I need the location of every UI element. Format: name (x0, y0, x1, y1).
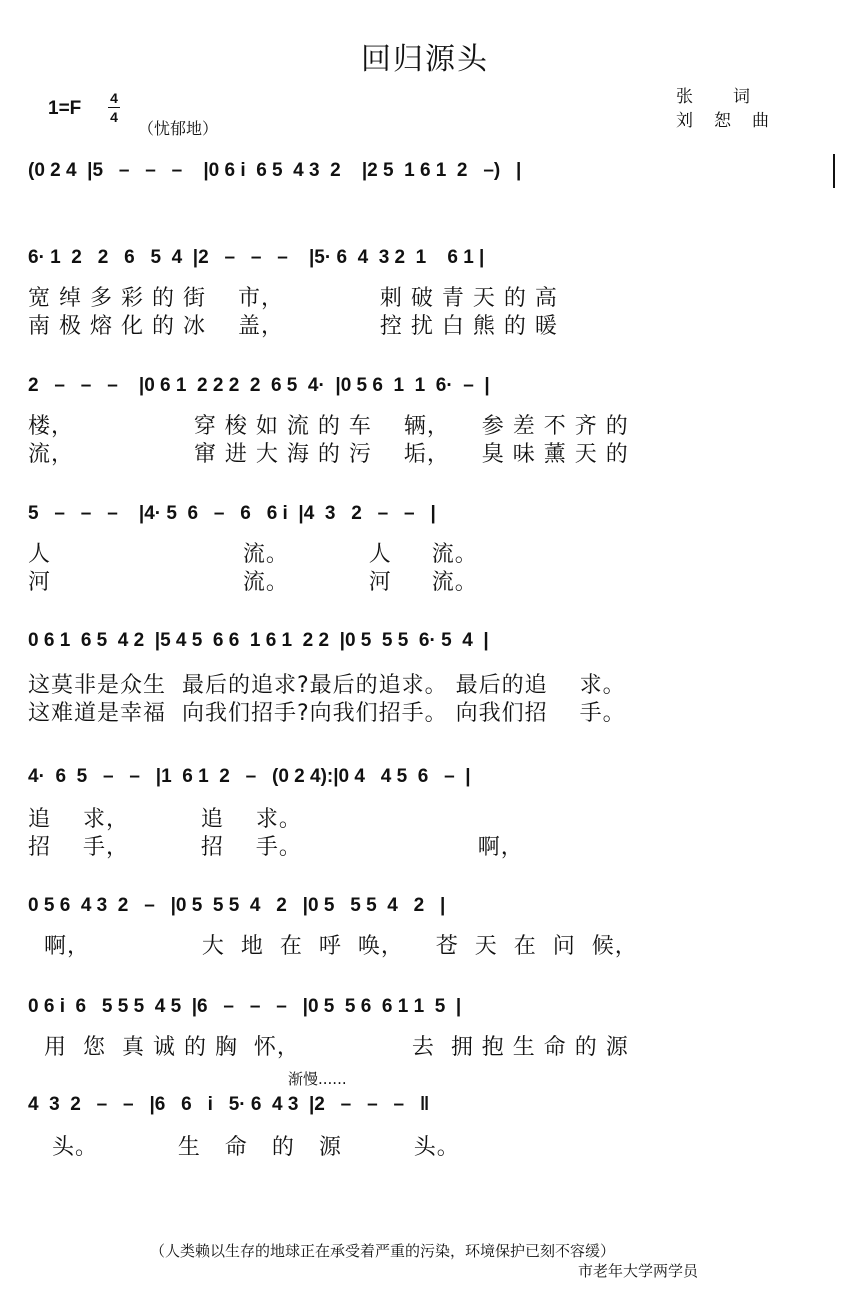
lyric-verse-1: 用 您 真 诚 的 胸 怀， 去 拥 抱 生 命 的 源 (28, 1035, 629, 1060)
notes-line: 5 – – – |4· 5 6 – 6 6 i |4 3 2 – – | (28, 503, 436, 524)
lyric-verse-1: 头。 生 命 的 源 头。 (28, 1135, 460, 1160)
notes-line: (0 2 4 |5 – – – |0 6 i 6 5 4 3 2 |2 5 1 6 1 2 –) | (28, 160, 522, 181)
time-top: 4 (110, 90, 118, 106)
footer-author: 市老年大学两学员 (578, 1262, 699, 1280)
lyric-verse-2: 流， 窜 进 大 海 的 污 垢， 臭 味 薰 天 的 (28, 442, 629, 467)
lyric-verse-1: 追 求， 追 求。 (28, 807, 302, 832)
lyric-verse-1: 啊， 大 地 在 呼 唤， 苍 天 在 问 候， (28, 934, 638, 959)
key-signature: 1=F (48, 98, 82, 119)
notes-line: 4· 6 5 – – |1 6 1 2 – (0 2 4):|0 4 4 5 6 – | (28, 766, 471, 787)
time-bottom: 4 (110, 109, 118, 125)
notes-line: 2 – – – |0 6 1 2 2 2 2 6 5 4· |0 5 6 1 1 6· – | (28, 375, 490, 396)
ritardando-mark: 渐慢...... (288, 1070, 347, 1088)
tempo-mark: （忧郁地） (138, 119, 219, 138)
notes-line: 4 3 2 – – |6 6 i 5· 6 4 3 |2 – – – ‖ (28, 1094, 430, 1115)
lyric-verse-2: 南 极 熔 化 的 冰 盖， 控 扰 白 熊 的 暖 (28, 314, 558, 339)
notes-line: 0 6 i 6 5 5 5 4 5 |6 – – – |0 5 5 6 6 1 1 5 | (28, 996, 462, 1017)
time-signature (108, 90, 120, 125)
lyric-verse-1: 这莫非是众生 最后的追求?最后的追求。 最后的追 求。 (28, 673, 626, 698)
lyric-verse-1: 人 流。 人 流。 (28, 542, 478, 567)
lyric-verse-2: 招 手， 招 手。 啊， (28, 835, 524, 860)
lyric-verse-1: 宽 绰 多 彩 的 街 市， 刺 破 青 天 的 高 (28, 286, 558, 311)
lyric-verse-2: 这难道是幸福 向我们招手?向我们招手。 向我们招 手。 (28, 701, 626, 726)
notes-line: 0 5 6 4 3 2 – |0 5 5 5 4 2 |0 5 5 5 4 2 | (28, 895, 446, 916)
notes-line: 0 6 1 6 5 4 2 |5 4 5 6 6 1 6 1 2 2 |0 5 5 5 6· 5 4 | (28, 630, 489, 651)
score-row (0, 766, 850, 916)
lyricist-credit: 张 词 (676, 87, 752, 107)
notes-line: 6· 1 2 2 6 5 4 |2 – – – |5· 6 4 3 2 1 6 1 | (28, 247, 485, 268)
song-title: 回归源头 (361, 42, 489, 77)
lyric-verse-2: 河 流。 河 流。 (28, 570, 478, 595)
composer-credit: 刘 恕 曲 (676, 111, 771, 131)
lyric-verse-1: 楼， 穿 梭 如 流 的 车 辆， 参 差 不 齐 的 (28, 414, 629, 439)
footer-note: （人类赖以生存的地球正在承受着严重的污染，环境保护已刻不容缓） (150, 1242, 616, 1260)
score-row (0, 1094, 850, 1244)
score-row (0, 630, 850, 780)
